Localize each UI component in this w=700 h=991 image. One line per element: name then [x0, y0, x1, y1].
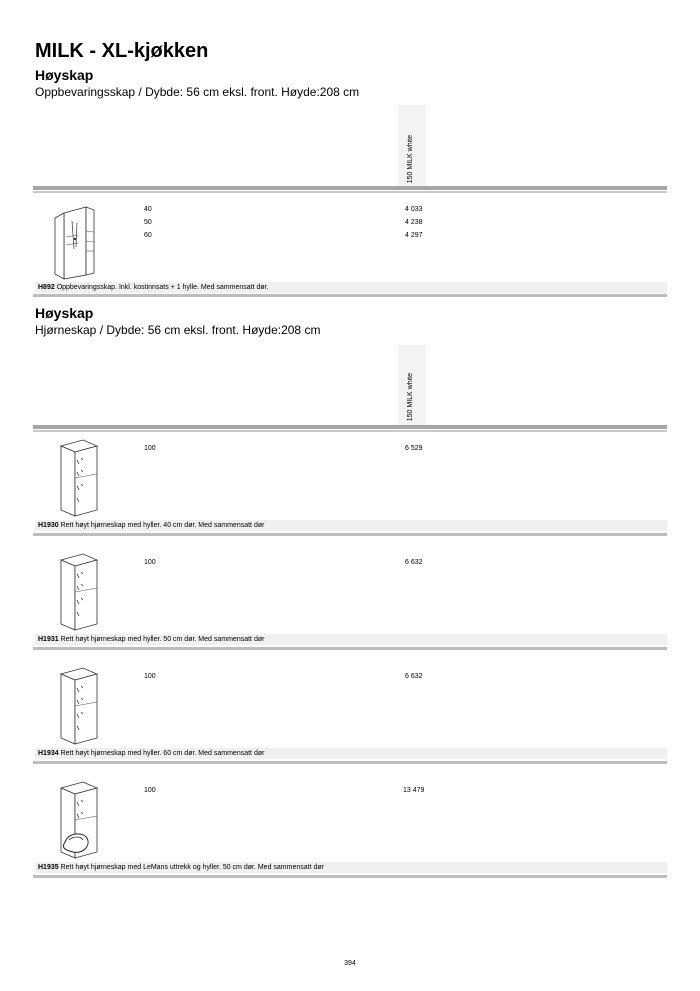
product-rule — [33, 533, 667, 536]
product-description — [35, 862, 667, 873]
product-code: H1930 — [38, 522, 59, 529]
section-title: Høyskap — [35, 305, 94, 321]
product-text: Rett høyt hjørneskap med LeMans uttrekk og hyller. 50 cm dør. Med sammensatt dør — [60, 864, 324, 871]
section-title: Høyskap — [35, 67, 94, 83]
price-value: 4 297 — [405, 232, 423, 239]
product-rule — [33, 647, 667, 650]
corner-cabinet-icon — [53, 552, 105, 632]
product-rule — [33, 294, 667, 297]
price-value: 13 479 — [403, 787, 425, 794]
product-description — [35, 520, 667, 531]
section-subtitle: Hjørneskap / Dybde: 56 cm eksl. front. Høyde:208 cm — [35, 323, 321, 337]
price-column-header — [398, 105, 426, 187]
product-code: H1934 — [38, 750, 59, 757]
storage-cabinet-icon — [50, 201, 102, 281]
product-text: Oppbevaringsskap. Inkl. kostinnsats + 1 hylle. Med sammensatt dør. — [56, 284, 269, 291]
price-value: 6 632 — [405, 673, 423, 680]
size-value: 40 — [144, 206, 152, 213]
product-code: H1931 — [38, 636, 59, 643]
product-row — [33, 660, 667, 760]
lemans-corner-cabinet-icon — [53, 780, 105, 860]
price-value: 4 033 — [405, 206, 423, 213]
product-row — [33, 774, 667, 874]
product-row — [33, 193, 667, 295]
product-description — [35, 282, 667, 293]
size-value: 100 — [144, 673, 156, 680]
size-value: 50 — [144, 219, 152, 226]
size-value: 100 — [144, 559, 156, 566]
column-header-label: 150 MILK white — [407, 372, 414, 421]
section-header-rule — [33, 186, 667, 190]
page-title: MILK - XL-kjøkken — [35, 40, 209, 62]
product-code: H892 — [38, 284, 55, 291]
product-code: H1935 — [38, 864, 59, 871]
price-column-header — [398, 345, 426, 425]
price-value: 4 238 — [405, 219, 423, 226]
size-value: 60 — [144, 232, 152, 239]
section-subtitle: Oppbevaringsskap / Dybde: 56 cm eksl. front. Høyde:208 cm — [35, 85, 360, 99]
size-value: 100 — [144, 787, 156, 794]
column-header-label: 150 MILK white — [407, 134, 414, 183]
product-row — [33, 432, 667, 532]
product-text: Rett høyt hjørneskap med hyller. 40 cm dør. Med sammensatt dør — [60, 522, 265, 529]
product-description — [35, 748, 667, 759]
product-description — [35, 634, 667, 645]
corner-cabinet-icon — [53, 666, 105, 746]
price-value: 6 529 — [405, 445, 423, 452]
product-rule — [33, 761, 667, 764]
product-text: Rett høyt hjørneskap med hyller. 60 cm dør. Med sammensatt dør — [60, 750, 265, 757]
page-number: 394 — [344, 960, 356, 967]
product-rule — [33, 875, 667, 878]
product-text: Rett høyt hjørneskap med hyller. 50 cm dør. Med sammensatt dør — [60, 636, 265, 643]
section-header-rule — [33, 425, 667, 429]
size-value: 100 — [144, 445, 156, 452]
corner-cabinet-icon — [53, 438, 105, 518]
product-row — [33, 546, 667, 646]
price-value: 6 632 — [405, 559, 423, 566]
